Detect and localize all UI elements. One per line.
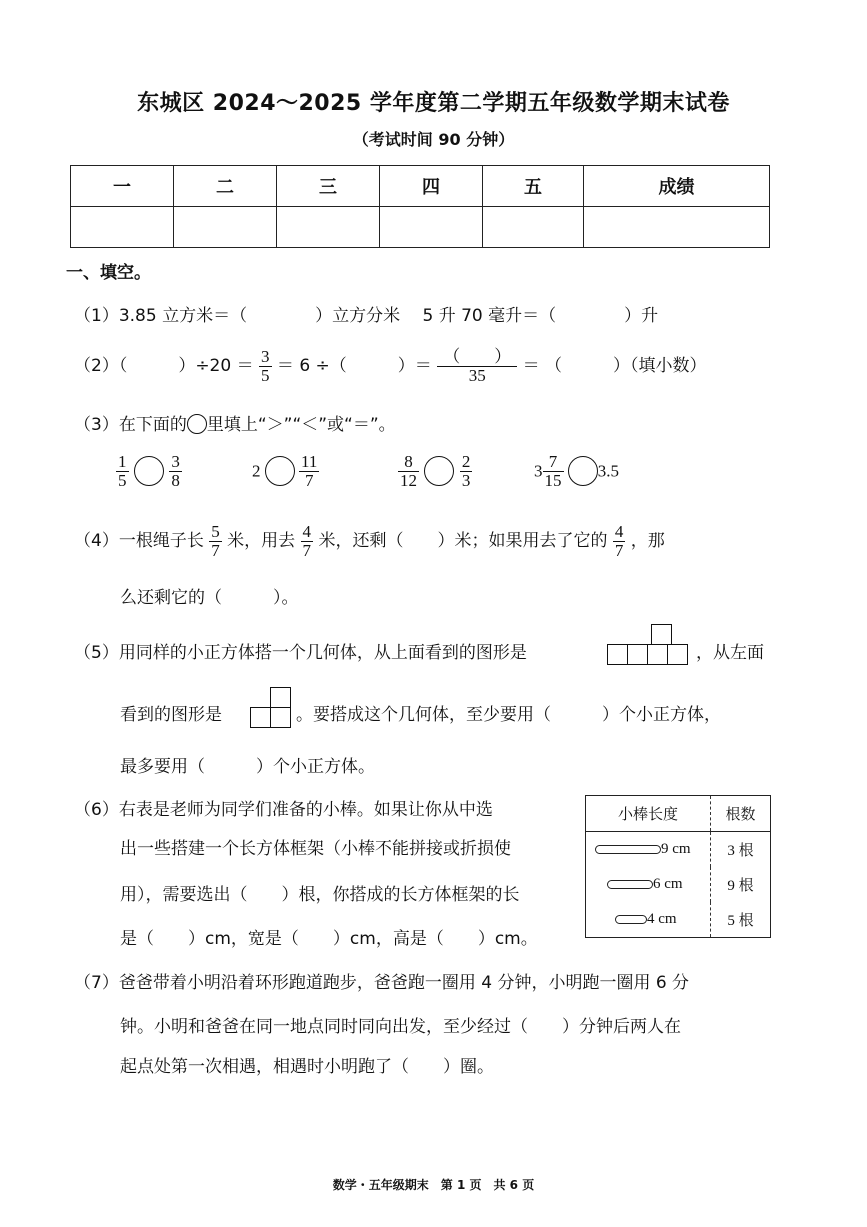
q4-line2: 么还剩它的（ ）。 [120,588,299,608]
q3-part2: 里填上“＞”“＜”或“＝”。 [206,415,396,435]
compare-circle-3[interactable] [424,456,454,486]
section-title: 一、填空。 [66,263,151,283]
q5-line2b: 。要搭成这个几何体，至少要用（ ）个小正方体， [296,705,721,725]
stick-length-cell [586,832,711,868]
q5-line1b: ，从左面 [696,643,764,663]
q3-compare-4 [534,453,619,490]
stick-count: 5 根 [727,913,754,929]
stick-table-header-count: 根数 [711,796,771,832]
stick-length-label: 9 cm [661,841,691,857]
question-2 [74,343,707,389]
q4-part2: 米，用去 [227,531,296,551]
top-view-square [667,644,688,665]
q6-line1: （6）右表是老师为同学们准备的小棒。如果让你从中选 [74,800,493,820]
q3-item3-right: $\frac{2}{3}$ [461,452,471,490]
q6-line3: 用），需要选出（ ）根，你搭成的长方体框架的长 [120,885,520,905]
top-view-square [647,644,668,665]
stick-count: 3 根 [727,843,754,859]
score-header-3: 三 [277,166,380,207]
question-4 [74,518,665,564]
stick-length-label: 6 cm [653,876,683,892]
compare-circle-2[interactable] [265,456,295,486]
stick-icon [607,880,653,889]
score-cell-5[interactable] [483,207,584,248]
q4-part1: （4）一根绳子长 [74,531,204,551]
table-row [586,902,771,938]
table-row [586,832,771,868]
left-view-square [270,707,291,728]
top-view-square [607,644,628,665]
stick-table [585,795,771,938]
q4-fraction-2: $\frac{4}{7}$ [302,521,312,560]
q3-compare-3 [398,453,472,490]
page-footer: 数学・五年级期末 第 1 页 共 6 页 [332,1178,535,1192]
q4-fraction-1: $\frac{5}{7}$ [211,521,220,560]
q3-compare-1 [116,453,182,490]
q7-line3: 起点处第一次相遇，相遇时小明跑了（ ）圈。 [120,1057,494,1077]
q7-line1: （7）爸爸带着小明沿着环形跑道跑步，爸爸跑一圈用 4 分钟，小明跑一圈用 6 分 [74,973,690,993]
score-cell-total[interactable] [584,207,770,248]
q3-item1-left: $\frac{1}{5}$ [118,452,127,490]
table-row [586,867,771,902]
stick-table-header-length: 小棒长度 [586,796,711,832]
q2-fraction-2: $\frac{( )}{35}$ [437,348,517,385]
stick-count: 9 根 [727,878,754,894]
q3-item4-right: 3.5 [597,461,619,481]
q3-item3-left: $\frac{8}{12}$ [400,452,417,490]
question-3 [74,410,396,435]
top-view-square [651,624,672,645]
q3-item2-right: $\frac{11}{7}$ [301,452,318,490]
score-header-1: 一 [71,166,174,207]
q7-line2: 钟。小明和爸爸在同一地点同时同向出发，至少经过（ ）分钟后两人在 [120,1017,681,1037]
q2-part1: （2）（ ）÷20 ＝ [74,356,254,376]
q4-fraction-3: $\frac{4}{7}$ [614,521,624,560]
compare-circle-1[interactable] [134,456,164,486]
stick-length-cell [586,902,711,938]
score-cell-1[interactable] [71,207,174,248]
q3-part1: （3）在下面的 [74,415,187,435]
q5-line1a: （5）用同样的小正方体搭一个几何体，从上面看到的图形是 [74,643,527,663]
top-view-square [627,644,648,665]
score-header-2: 二 [174,166,277,207]
q6-line4: 是（ ）cm，宽是（ ）cm，高是（ ）cm。 [120,929,538,949]
compare-circle-4[interactable] [568,456,598,486]
score-cell-3[interactable] [277,207,380,248]
q2-part2: ＝ 6 ÷（ ）＝ [276,356,432,376]
q2-fraction-1: $\frac{3}{5}$ [261,346,270,385]
stick-icon [595,845,661,854]
question-1: （1）3.85 立方米＝（ ）立方分米 5 升 70 毫升＝（ ）升 [74,306,659,326]
score-header-4: 四 [380,166,483,207]
exam-duration: （考试时间 90 分钟） [352,130,515,149]
q6-line2: 出一些搭建一个长方体框架（小棒不能拼接或折损使 [120,839,511,859]
score-table [70,165,770,248]
q3-item1-right: $\frac{3}{8}$ [171,452,180,490]
stick-length-label: 4 cm [647,911,677,927]
q3-compare-2 [252,453,319,490]
stick-length-cell [586,867,711,902]
stick-icon [615,915,647,924]
q4-part3: 米，还剩（ ）米；如果用去了它的 [318,531,608,551]
score-cell-2[interactable] [174,207,277,248]
q3-item2-left: 2 [252,461,261,481]
q3-item4-left: $\frac{7}{15}$ [544,452,562,490]
left-view-square [270,687,291,708]
circle-icon [187,414,207,434]
exam-title: 东城区 2024～2025 学年度第二学期五年级数学期末试卷 [137,91,730,116]
q4-part4: ，那 [630,531,665,551]
score-cell-4[interactable] [380,207,483,248]
left-view-square [250,707,271,728]
q5-line2a: 看到的图形是 [120,705,222,725]
q5-line3: 最多要用（ ）个小正方体。 [120,757,375,777]
q3-item4-whole: 3 [534,461,543,481]
score-header-5: 五 [483,166,584,207]
q2-part3: ＝ （ ）（填小数） [522,356,707,376]
score-header-total: 成绩 [584,166,770,207]
